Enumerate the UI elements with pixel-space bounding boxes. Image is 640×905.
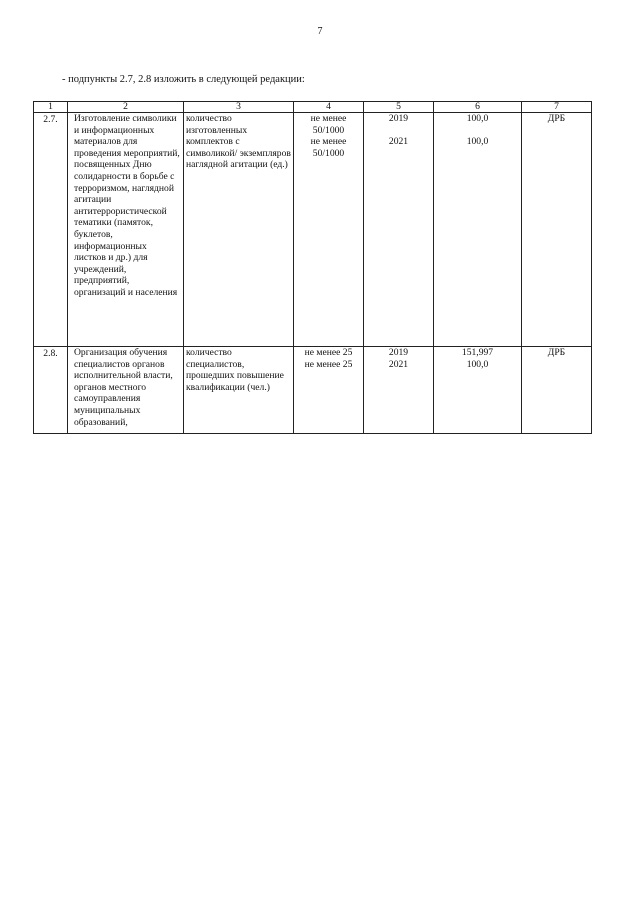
year: 2021 xyxy=(388,358,409,370)
funding-amount: 100,0 xyxy=(466,358,489,370)
target-value: не менее 50/1000 xyxy=(310,113,347,136)
target-value: не менее 25 xyxy=(304,358,353,370)
funding-amount: 151,997 xyxy=(461,347,494,358)
column-header: 3 xyxy=(184,102,294,113)
column-header: 4 xyxy=(294,102,364,113)
item-indicator: количество специалистов, прошедших повышение квалификации (чел.) xyxy=(184,347,294,434)
item-name: Организация обучения специалистов органов исполнительной власти, органов местного самоуправления муниципальных образований, xyxy=(68,347,184,434)
item-funding xyxy=(434,113,522,347)
item-years xyxy=(364,113,434,347)
item-indicator: количество изготовленных комплектов с символикой/ экземпляров наглядной агитации (ед.) xyxy=(184,113,294,347)
column-header: 7 xyxy=(522,102,592,113)
year: 2021 xyxy=(388,136,409,148)
column-header: 6 xyxy=(434,102,522,113)
item-target-values xyxy=(294,113,364,347)
column-header: 5 xyxy=(364,102,434,113)
item-number: 2.8. xyxy=(34,347,68,434)
intro-text: - подпункты 2.7, 2.8 изложить в следующей редакции: xyxy=(62,74,305,85)
target-value: не менее 50/1000 xyxy=(310,136,347,159)
item-name: Изготовление символики и информационных материалов для проведения мероприятий, посвященных Дню солидарности в борьбе с терроризмом, наглядной агитации антитеррористической тематики (памяток, буклетов, информационных листков и др.) для учреждений, предприятий, организаций и населения xyxy=(68,113,184,347)
item-source: ДРБ xyxy=(522,113,592,347)
item-number: 2.7. xyxy=(34,113,68,347)
item-years xyxy=(364,347,434,434)
year: 2019 xyxy=(388,113,409,124)
year: 2019 xyxy=(388,347,409,358)
column-header: 2 xyxy=(68,102,184,113)
column-header: 1 xyxy=(34,102,68,113)
page-number: 7 xyxy=(317,26,323,37)
funding-amount: 100,0 xyxy=(466,136,489,148)
table-row xyxy=(34,347,592,434)
table-row xyxy=(34,113,592,347)
program-table xyxy=(33,101,592,434)
target-value: не менее 25 xyxy=(304,347,353,358)
header-row xyxy=(34,102,592,113)
item-source: ДРБ xyxy=(522,347,592,434)
item-target-values xyxy=(294,347,364,434)
funding-amount: 100,0 xyxy=(466,113,489,124)
item-funding xyxy=(434,347,522,434)
